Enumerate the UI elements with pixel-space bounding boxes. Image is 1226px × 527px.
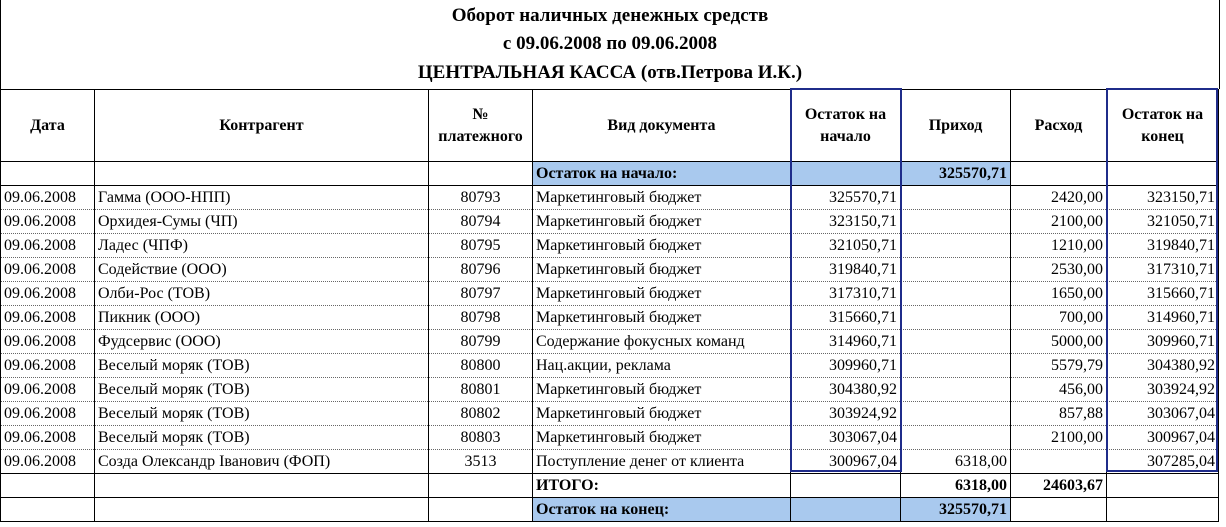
cell-start: 300967,04	[791, 450, 901, 474]
cell-date: 09.06.2008	[1, 402, 95, 426]
cell-counterparty: Ладес (ЧПФ)	[95, 234, 429, 258]
cell	[791, 162, 901, 186]
table-row[interactable]	[1, 402, 1219, 426]
cell-doc: Маркетинговый бюджет	[533, 306, 791, 330]
cell-doc: Маркетинговый бюджет	[533, 402, 791, 426]
col-income-header[interactable]: Приход	[901, 90, 1011, 162]
cell-counterparty: Веселый моряк (ТОВ)	[95, 354, 429, 378]
table-row[interactable]	[1, 306, 1219, 330]
cell-start: 317310,71	[791, 282, 901, 306]
cell-start: 314960,71	[791, 330, 901, 354]
col-counterparty-header[interactable]: Контрагент	[95, 90, 429, 162]
col-balance-start-header[interactable]: Остаток на начало	[791, 90, 901, 162]
cell-income	[901, 330, 1011, 354]
closing-balance-row	[1, 498, 1219, 522]
cell-end: 303067,04	[1107, 402, 1219, 426]
cell	[791, 474, 901, 498]
cell-date: 09.06.2008	[1, 282, 95, 306]
cell-income	[901, 282, 1011, 306]
cell	[1011, 498, 1107, 522]
cell	[1107, 498, 1219, 522]
cell	[1, 498, 95, 522]
cell-counterparty: Олби-Рос (ТОВ)	[95, 282, 429, 306]
cell-doc: Содержание фокусных команд	[533, 330, 791, 354]
totals-label: ИТОГО:	[533, 474, 791, 498]
cell-income	[901, 234, 1011, 258]
cell-income	[901, 210, 1011, 234]
cell-expense: 2100,00	[1011, 426, 1107, 450]
cell-date: 09.06.2008	[1, 354, 95, 378]
totals-income: 6318,00	[901, 474, 1011, 498]
table-row[interactable]	[1, 450, 1219, 474]
cell-counterparty: Фудсервис (ООО)	[95, 330, 429, 354]
cell-income	[901, 426, 1011, 450]
cell-no: 80802	[429, 402, 533, 426]
cell-doc: Нац.акции, реклама	[533, 354, 791, 378]
cell-counterparty: Содействие (ООО)	[95, 258, 429, 282]
cell-doc: Маркетинговый бюджет	[533, 426, 791, 450]
cell-no: 80797	[429, 282, 533, 306]
table-header-row	[1, 90, 1219, 162]
cell-expense: 2530,00	[1011, 258, 1107, 282]
cell-expense: 700,00	[1011, 306, 1107, 330]
cell-no: 80795	[429, 234, 533, 258]
cell-no: 80794	[429, 210, 533, 234]
cell	[1107, 162, 1219, 186]
cell-end: 303924,92	[1107, 378, 1219, 402]
cell-doc: Маркетинговый бюджет	[533, 258, 791, 282]
cell-income	[901, 354, 1011, 378]
cell-doc: Маркетинговый бюджет	[533, 282, 791, 306]
opening-balance-label: Остаток на начало:	[533, 162, 791, 186]
table-row[interactable]	[1, 282, 1219, 306]
report-title	[0, 0, 1220, 89]
cell-start: 303924,92	[791, 402, 901, 426]
cell-no: 80800	[429, 354, 533, 378]
cell-end: 307285,04	[1107, 450, 1219, 474]
cell-income	[901, 186, 1011, 210]
table-row[interactable]	[1, 426, 1219, 450]
cell	[1, 474, 95, 498]
cell-expense	[1011, 450, 1107, 474]
cell	[429, 498, 533, 522]
cell-counterparty: Гамма (ООО-НПП)	[95, 186, 429, 210]
cell-expense: 2100,00	[1011, 210, 1107, 234]
cell-doc: Маркетинговый бюджет	[533, 210, 791, 234]
totals-row	[1, 474, 1219, 498]
cell-end: 304380,92	[1107, 354, 1219, 378]
cell-no: 80801	[429, 378, 533, 402]
cell-counterparty: Созда Олександр Іванович (ФОП)	[95, 450, 429, 474]
cell	[429, 474, 533, 498]
cell-no: 3513	[429, 450, 533, 474]
cell-start: 309960,71	[791, 354, 901, 378]
totals-expense: 24603,67	[1011, 474, 1107, 498]
cell-counterparty: Пикник (ООО)	[95, 306, 429, 330]
cell-income	[901, 402, 1011, 426]
closing-balance-label: Остаток на конец:	[533, 498, 791, 522]
cell	[1, 162, 95, 186]
cell-end: 309960,71	[1107, 330, 1219, 354]
cell-date: 09.06.2008	[1, 234, 95, 258]
cell-start: 315660,71	[791, 306, 901, 330]
opening-balance-row	[1, 162, 1219, 186]
table-row[interactable]	[1, 330, 1219, 354]
opening-balance-value: 325570,71	[901, 162, 1011, 186]
cell	[429, 162, 533, 186]
report-cashbox: ЦЕНТРАЛЬНАЯ КАССА (отв.Петрова И.К.)	[417, 62, 803, 83]
closing-balance-value: 325570,71	[901, 498, 1011, 522]
cell-income: 6318,00	[901, 450, 1011, 474]
cell-expense: 456,00	[1011, 378, 1107, 402]
cell-no: 80796	[429, 258, 533, 282]
cell	[95, 498, 429, 522]
cell-start: 325570,71	[791, 186, 901, 210]
cell-start: 304380,92	[791, 378, 901, 402]
col-payment-no-header[interactable]: № платежного	[429, 90, 533, 162]
cell-date: 09.06.2008	[1, 378, 95, 402]
cell-counterparty: Веселый моряк (ТОВ)	[95, 426, 429, 450]
cell-date: 09.06.2008	[1, 186, 95, 210]
cell-doc: Маркетинговый бюджет	[533, 378, 791, 402]
cell-counterparty: Веселый моряк (ТОВ)	[95, 378, 429, 402]
col-balance-end-header[interactable]: Остаток на конец	[1107, 90, 1219, 162]
cell-end: 323150,71	[1107, 186, 1219, 210]
cell-income	[901, 306, 1011, 330]
cell-start: 303067,04	[791, 426, 901, 450]
cash-turnover-table	[0, 89, 1219, 522]
report-title-line1: Оборот наличных денежных средств	[451, 5, 769, 26]
table-row[interactable]	[1, 210, 1219, 234]
cell-date: 09.06.2008	[1, 330, 95, 354]
col-expense-header[interactable]: Расход	[1011, 90, 1107, 162]
table-row[interactable]	[1, 378, 1219, 402]
cell-date: 09.06.2008	[1, 426, 95, 450]
cell-date: 09.06.2008	[1, 258, 95, 282]
cell	[1011, 162, 1107, 186]
cell-end: 319840,71	[1107, 234, 1219, 258]
cell-expense: 5579,79	[1011, 354, 1107, 378]
cell-end: 317310,71	[1107, 258, 1219, 282]
cell-no: 80799	[429, 330, 533, 354]
cell-start: 323150,71	[791, 210, 901, 234]
cell-start: 319840,71	[791, 258, 901, 282]
cell	[95, 474, 429, 498]
table-row[interactable]	[1, 234, 1219, 258]
cell-doc: Поступление денег от клиента	[533, 450, 791, 474]
cell-expense: 857,88	[1011, 402, 1107, 426]
table-row[interactable]	[1, 186, 1219, 210]
report-period: с 09.06.2008 по 09.06.2008	[502, 33, 718, 54]
cell-expense: 2420,00	[1011, 186, 1107, 210]
col-doc-type-header[interactable]: Вид документа	[533, 90, 791, 162]
cell-date: 09.06.2008	[1, 450, 95, 474]
cell-counterparty: Веселый моряк (ТОВ)	[95, 402, 429, 426]
cell-income	[901, 378, 1011, 402]
cell-no: 80798	[429, 306, 533, 330]
cell	[791, 498, 901, 522]
cell-doc: Маркетинговый бюджет	[533, 234, 791, 258]
cell-expense: 1650,00	[1011, 282, 1107, 306]
cell	[1107, 474, 1219, 498]
cell-no: 80803	[429, 426, 533, 450]
cell-date: 09.06.2008	[1, 210, 95, 234]
cell-end: 321050,71	[1107, 210, 1219, 234]
cell-end: 315660,71	[1107, 282, 1219, 306]
cell-date: 09.06.2008	[1, 306, 95, 330]
cell	[95, 162, 429, 186]
cell-expense: 1210,00	[1011, 234, 1107, 258]
cell-end: 300967,04	[1107, 426, 1219, 450]
cell-income	[901, 258, 1011, 282]
cell-counterparty: Орхидея-Сумы (ЧП)	[95, 210, 429, 234]
cell-end: 314960,71	[1107, 306, 1219, 330]
cell-no: 80793	[429, 186, 533, 210]
table-row[interactable]	[1, 258, 1219, 282]
cell-doc: Маркетинговый бюджет	[533, 186, 791, 210]
table-row[interactable]	[1, 354, 1219, 378]
cell-expense: 5000,00	[1011, 330, 1107, 354]
cell-start: 321050,71	[791, 234, 901, 258]
col-date-header[interactable]: Дата	[1, 90, 95, 162]
